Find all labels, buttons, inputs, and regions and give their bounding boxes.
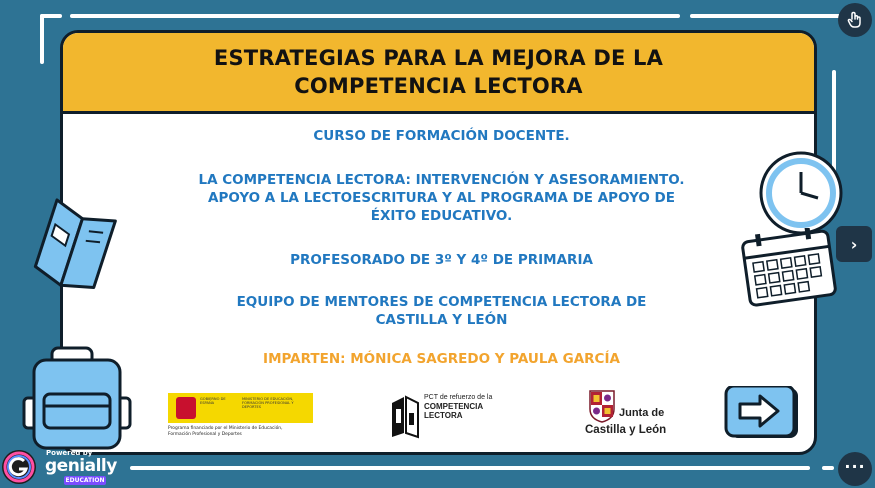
funding-line-1: Programa financiado por el Ministerio de Educación, [168, 426, 283, 431]
title-line-1: ESTRATEGIAS PARA LA MEJORA DE LA [213, 46, 664, 70]
clock-illustration [758, 150, 844, 236]
slide-card [60, 30, 817, 455]
next-slide-arrow-button[interactable] [724, 386, 800, 440]
team-text-line-2: CASTILLA Y LEÓN [375, 312, 508, 328]
castilla-leon-shield-icon [587, 387, 617, 423]
slide-title [214, 44, 663, 100]
gobierno-espana-logo [168, 393, 328, 443]
title-line-2: COMPETENCIA LECTORA [294, 74, 583, 98]
unlock-view-button[interactable] [838, 3, 872, 37]
next-page-button[interactable] [836, 226, 872, 262]
frame-line-top-right [690, 14, 840, 18]
more-options-button[interactable] [838, 452, 872, 486]
course-type-text: CURSO DE FORMACIÓN DOCENTE. [313, 128, 570, 144]
pct-text [424, 394, 492, 422]
education-badge: EDUCATION [65, 477, 105, 484]
pct-line-3: LECTORA [424, 411, 463, 420]
team-text-line-1: EQUIPO DE MENTORES DE COMPETENCIA LECTORA DE [236, 294, 647, 310]
funding-text [168, 426, 308, 437]
genially-badge[interactable] [2, 447, 122, 487]
pct-competencia-lectora-logo [390, 391, 500, 441]
course-title-line-2: APOYO A LA LECTOESCRITURA Y AL PROGRAMA DE APOYO DE [208, 190, 675, 206]
spain-coat-of-arms-icon [176, 397, 196, 419]
hand-pointer-icon [846, 11, 864, 29]
genially-wordmark: genially [45, 456, 117, 476]
frame-line-top [70, 14, 680, 18]
calendar-illustration [740, 228, 840, 308]
junta-text-line-1: Junta de [619, 407, 665, 419]
frame-line-bottom [130, 466, 810, 470]
open-book-illustration [26, 190, 126, 300]
genially-logo-icon [2, 450, 36, 484]
junta-text-line-2: Castilla y León [585, 424, 667, 436]
gobierno-text: GOBIERNO DE ESPAÑA [200, 397, 226, 406]
course-title-line-1: LA COMPETENCIA LECTORA: INTERVENCIÓN Y ASESORAMIENTO. [198, 172, 685, 188]
frame-line-left-upper [40, 14, 44, 64]
audience-text: PROFESORADO DE 3º Y 4º DE PRIMARIA [290, 252, 593, 268]
ministry-text: MINISTERIO DE EDUCACIÓN, FORMACIÓN PROFESIONAL Y DEPORTES [242, 397, 294, 410]
arrow-right-icon [724, 386, 800, 440]
ellipsis-icon: ··· [844, 457, 866, 476]
frame-line-bottom-right [822, 466, 834, 470]
chevron-right-icon: › [850, 234, 858, 254]
junta-castilla-leon-logo [585, 387, 685, 447]
pct-line-2: COMPETENCIA [424, 401, 484, 411]
title-banner [63, 33, 814, 114]
pct-line-1: PCT de refuerzo de la [424, 394, 493, 401]
backpack-illustration [22, 342, 132, 452]
pct-cube-icon [390, 393, 420, 439]
funding-line-2: Formación Profesional y Deportes [168, 431, 242, 437]
course-title-line-3: ÉXITO EDUCATIVO. [370, 208, 513, 224]
powered-by-text: Powered by [46, 449, 93, 457]
instructors-text: IMPARTEN: MÓNICA SAGREDO Y PAULA GARCÍA [263, 351, 620, 367]
